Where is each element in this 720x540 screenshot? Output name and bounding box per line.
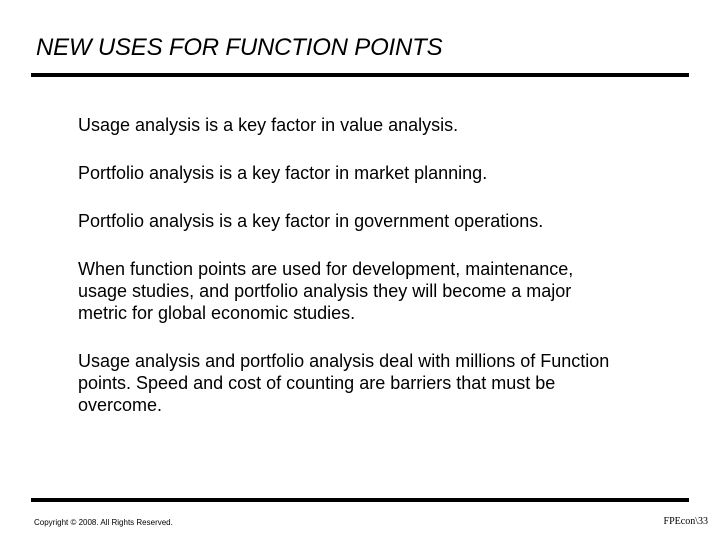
body-paragraph-5: Usage analysis and portfolio analysis deal with millions of Function points. Speed and cost of counting are barriers that must be overcome. — [78, 351, 610, 415]
title-divider — [31, 73, 689, 77]
body-paragraph-3: Portfolio analysis is a key factor in government operations. — [78, 211, 544, 231]
slide-body — [78, 114, 678, 416]
slide-number: FPEcon\33 — [663, 516, 708, 527]
body-paragraph-1: Usage analysis is a key factor in value analysis. — [78, 115, 459, 135]
body-paragraph-2: Portfolio analysis is a key factor in market planning. — [78, 163, 488, 183]
slide-title: NEW USES FOR FUNCTION POINTS — [36, 34, 443, 61]
copyright-notice: Copyright © 2008. All Rights Reserved. — [34, 518, 173, 527]
body-paragraph-4: When function points are used for development, maintenance, usage studies, and portfolio analysis they will become a major metric for global economic studies. — [78, 259, 574, 323]
footer-divider — [31, 498, 689, 502]
